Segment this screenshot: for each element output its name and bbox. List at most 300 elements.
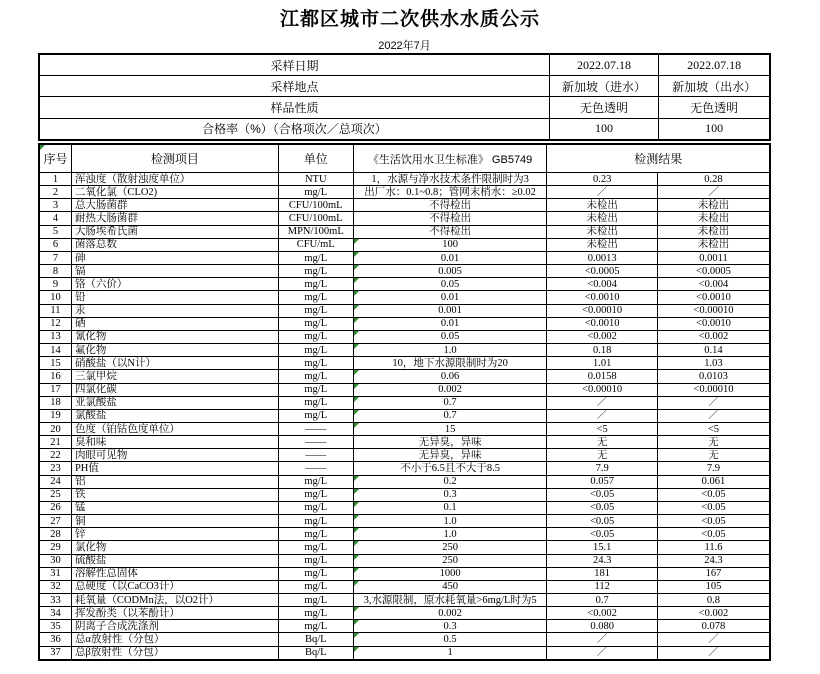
cell-result-2: 11.6 bbox=[657, 541, 770, 554]
cell-result-2: 未检出 bbox=[657, 238, 770, 251]
cell-result-1: 0.7 bbox=[547, 594, 658, 607]
excel-flag-icon bbox=[354, 581, 359, 586]
cell-result-1: 0.080 bbox=[547, 620, 658, 633]
table-row bbox=[39, 501, 770, 514]
cell-unit: mg/L bbox=[278, 409, 353, 422]
cell-no: 5 bbox=[39, 225, 71, 238]
cell-standard-text: 0.05 bbox=[440, 278, 460, 290]
cell-standard bbox=[353, 580, 547, 593]
cell-item: 铝 bbox=[71, 475, 278, 488]
table-row bbox=[39, 554, 770, 567]
cell-result-2: ／ bbox=[657, 646, 770, 660]
cell-standard: 1，水源与净水技术条件限制时为3 bbox=[353, 173, 547, 186]
cell-item: 总β放射性（分包） bbox=[71, 646, 278, 660]
cell-result-1: 未检出 bbox=[547, 238, 658, 251]
cell-result-1: <0.00010 bbox=[547, 383, 658, 396]
cell-item: 肉眼可见物 bbox=[71, 449, 278, 462]
header-unit: 单位 bbox=[278, 144, 353, 173]
cell-standard bbox=[353, 422, 547, 435]
cell-standard bbox=[353, 383, 547, 396]
cell-no: 28 bbox=[39, 528, 71, 541]
excel-flag-icon bbox=[354, 647, 359, 652]
cell-no: 33 bbox=[39, 594, 71, 607]
cell-item: 大肠埃希氏菌 bbox=[71, 225, 278, 238]
cell-result-1: <0.05 bbox=[547, 501, 658, 514]
cell-result-1: 7.9 bbox=[547, 462, 658, 475]
cell-result-2: 1.03 bbox=[657, 357, 770, 370]
excel-flag-icon bbox=[354, 397, 359, 402]
cell-item: 菌落总数 bbox=[71, 238, 278, 251]
cell-result-2: <0.0010 bbox=[657, 317, 770, 330]
cell-standard-text: 0.1 bbox=[443, 502, 457, 514]
cell-standard-text: 0.002 bbox=[438, 384, 462, 396]
table-row bbox=[39, 515, 770, 528]
table-row bbox=[39, 199, 770, 212]
cell-result-2: <0.002 bbox=[657, 330, 770, 343]
cell-standard bbox=[353, 515, 547, 528]
info-label: 采样日期 bbox=[39, 54, 549, 76]
cell-item: 硒 bbox=[71, 317, 278, 330]
cell-result-2: 24.3 bbox=[657, 554, 770, 567]
cell-unit: —— bbox=[278, 422, 353, 435]
excel-flag-icon bbox=[354, 384, 359, 389]
cell-no: 37 bbox=[39, 646, 71, 660]
cell-no: 29 bbox=[39, 541, 71, 554]
cell-no: 24 bbox=[39, 475, 71, 488]
info-row bbox=[39, 54, 770, 76]
info-row bbox=[39, 118, 770, 140]
cell-no: 36 bbox=[39, 633, 71, 646]
cell-item: 氯酸盐 bbox=[71, 409, 278, 422]
table-row bbox=[39, 396, 770, 409]
cell-item: 氯化物 bbox=[71, 541, 278, 554]
info-row bbox=[39, 97, 770, 118]
cell-result-1: 15.1 bbox=[547, 541, 658, 554]
cell-result-1: 无 bbox=[547, 436, 658, 449]
cell-standard bbox=[353, 554, 547, 567]
cell-standard-text: 15 bbox=[444, 423, 456, 435]
table-row bbox=[39, 594, 770, 607]
cell-item: 二氧化氯（CLO2) bbox=[71, 186, 278, 199]
cell-standard: 不小于6.5且不大于8.5 bbox=[353, 462, 547, 475]
cell-standard bbox=[353, 317, 547, 330]
cell-result-2: 无 bbox=[657, 436, 770, 449]
cell-no: 12 bbox=[39, 317, 71, 330]
header-no: 序号 bbox=[39, 144, 71, 173]
cell-unit: mg/L bbox=[278, 370, 353, 383]
cell-unit: CFU/100mL bbox=[278, 212, 353, 225]
table-row bbox=[39, 620, 770, 633]
excel-flag-icon bbox=[354, 265, 359, 270]
cell-result-2: 105 bbox=[657, 580, 770, 593]
cell-no: 4 bbox=[39, 212, 71, 225]
cell-item: 挥发酚类（以苯酚计） bbox=[71, 607, 278, 620]
table-row bbox=[39, 357, 770, 370]
table-row bbox=[39, 567, 770, 580]
cell-result-2: <0.004 bbox=[657, 278, 770, 291]
cell-standard-text: 0.002 bbox=[438, 607, 462, 619]
cell-unit: mg/L bbox=[278, 330, 353, 343]
cell-standard bbox=[353, 488, 547, 501]
cell-standard-text: 1.0 bbox=[443, 515, 457, 527]
cell-no: 25 bbox=[39, 488, 71, 501]
cell-unit: mg/L bbox=[278, 265, 353, 278]
cell-standard bbox=[353, 541, 547, 554]
cell-standard: 10，地下水源限制时为20 bbox=[353, 357, 547, 370]
excel-flag-icon bbox=[354, 568, 359, 573]
table-row bbox=[39, 330, 770, 343]
cell-unit: mg/L bbox=[278, 594, 353, 607]
cell-standard-text: 1.0 bbox=[443, 344, 457, 356]
cell-result-1: <0.05 bbox=[547, 528, 658, 541]
excel-flag-icon bbox=[354, 410, 359, 415]
cell-item: 锰 bbox=[71, 501, 278, 514]
table-row bbox=[39, 251, 770, 264]
cell-standard bbox=[353, 291, 547, 304]
cell-result-1: <0.0010 bbox=[547, 317, 658, 330]
cell-item: 硝酸盐（以N计） bbox=[71, 357, 278, 370]
cell-no: 3 bbox=[39, 199, 71, 212]
excel-flag-icon bbox=[354, 515, 359, 520]
cell-result-2: <0.00010 bbox=[657, 383, 770, 396]
cell-standard-text: 0.001 bbox=[438, 305, 462, 317]
cell-standard: 3,水源限制，原水耗氧量>6mg/L时为5 bbox=[353, 594, 547, 607]
cell-unit: mg/L bbox=[278, 475, 353, 488]
cell-result-1: ／ bbox=[547, 396, 658, 409]
cell-unit: CFU/100mL bbox=[278, 199, 353, 212]
cell-result-1: <0.05 bbox=[547, 515, 658, 528]
cell-no: 21 bbox=[39, 436, 71, 449]
cell-result-2: <0.0010 bbox=[657, 291, 770, 304]
cell-result-1: 未检出 bbox=[547, 225, 658, 238]
cell-unit: mg/L bbox=[278, 396, 353, 409]
info-value-2: 2022.07.18 bbox=[659, 54, 770, 76]
excel-flag-icon bbox=[354, 291, 359, 296]
cell-result-2: 0.14 bbox=[657, 344, 770, 357]
excel-flag-icon bbox=[354, 278, 359, 283]
cell-item: 镉 bbox=[71, 265, 278, 278]
excel-flag-icon bbox=[354, 344, 359, 349]
excel-flag-icon bbox=[354, 476, 359, 481]
cell-result-2: <0.0005 bbox=[657, 265, 770, 278]
cell-standard-text: 1.0 bbox=[443, 528, 457, 540]
cell-item: PH值 bbox=[71, 462, 278, 475]
cell-item: 硫酸盐 bbox=[71, 554, 278, 567]
cell-item: 臭和味 bbox=[71, 436, 278, 449]
cell-result-2: ／ bbox=[657, 633, 770, 646]
cell-standard: 无异臭，异味 bbox=[353, 436, 547, 449]
cell-no: 2 bbox=[39, 186, 71, 199]
cell-standard bbox=[353, 646, 547, 660]
main-table-header-row bbox=[39, 144, 770, 173]
cell-standard bbox=[353, 304, 547, 317]
cell-no: 19 bbox=[39, 409, 71, 422]
excel-flag-icon bbox=[354, 318, 359, 323]
table-row bbox=[39, 212, 770, 225]
info-value-2: 无色透明 bbox=[659, 97, 770, 118]
table-row bbox=[39, 186, 770, 199]
cell-no: 14 bbox=[39, 344, 71, 357]
table-row bbox=[39, 291, 770, 304]
cell-unit: mg/L bbox=[278, 580, 353, 593]
cell-standard: 无异臭，异味 bbox=[353, 449, 547, 462]
cell-result-2: ／ bbox=[657, 186, 770, 199]
cell-result-1: <0.0010 bbox=[547, 291, 658, 304]
cell-result-2: 0.0103 bbox=[657, 370, 770, 383]
cell-item: 阴离子合成洗涤剂 bbox=[71, 620, 278, 633]
cell-no: 10 bbox=[39, 291, 71, 304]
cell-standard-text: 0.7 bbox=[443, 397, 457, 409]
cell-standard-text: 0.01 bbox=[440, 291, 460, 303]
cell-unit: Bq/L bbox=[278, 646, 353, 660]
cell-unit: mg/L bbox=[278, 344, 353, 357]
cell-result-1: <0.004 bbox=[547, 278, 658, 291]
cell-item: 三氯甲烷 bbox=[71, 370, 278, 383]
cell-result-2: ／ bbox=[657, 396, 770, 409]
cell-result-1: <0.00010 bbox=[547, 304, 658, 317]
table-row bbox=[39, 304, 770, 317]
sampling-info-table bbox=[38, 53, 771, 141]
info-label: 采样地点 bbox=[39, 76, 549, 97]
cell-result-2: 0.0011 bbox=[657, 251, 770, 264]
table-row bbox=[39, 475, 770, 488]
cell-item: 铁 bbox=[71, 488, 278, 501]
cell-item: 总α放射性（分包） bbox=[71, 633, 278, 646]
cell-standard-text: 1000 bbox=[439, 568, 461, 580]
cell-item: 锌 bbox=[71, 528, 278, 541]
cell-unit: mg/L bbox=[278, 515, 353, 528]
table-row bbox=[39, 580, 770, 593]
cell-unit: CFU/mL bbox=[278, 238, 353, 251]
excel-flag-icon bbox=[354, 305, 359, 310]
cell-result-2: 0.8 bbox=[657, 594, 770, 607]
cell-result-2: 未检出 bbox=[657, 212, 770, 225]
cell-result-1: 0.057 bbox=[547, 475, 658, 488]
table-row bbox=[39, 449, 770, 462]
cell-standard-text: 0.005 bbox=[438, 265, 462, 277]
cell-result-1: 0.0158 bbox=[547, 370, 658, 383]
cell-item: 亚氯酸盐 bbox=[71, 396, 278, 409]
cell-standard-text: 250 bbox=[442, 541, 458, 553]
cell-result-1: <0.002 bbox=[547, 330, 658, 343]
cell-result-1: ／ bbox=[547, 646, 658, 660]
cell-unit: mg/L bbox=[278, 304, 353, 317]
cell-item: 铜 bbox=[71, 515, 278, 528]
table-row bbox=[39, 225, 770, 238]
cell-unit: Bq/L bbox=[278, 633, 353, 646]
cell-no: 31 bbox=[39, 567, 71, 580]
cell-standard: 出厂水：0.1~0.8；管网末梢水：≥0.02 bbox=[353, 186, 547, 199]
info-label: 样品性质 bbox=[39, 97, 549, 118]
cell-result-1: <5 bbox=[547, 422, 658, 435]
cell-result-2: <0.05 bbox=[657, 528, 770, 541]
cell-result-2: 未检出 bbox=[657, 199, 770, 212]
cell-no: 13 bbox=[39, 330, 71, 343]
excel-flag-icon bbox=[40, 145, 45, 150]
cell-item: 耗氧量（CODMn法，以O2计） bbox=[71, 594, 278, 607]
cell-item: 氰化物 bbox=[71, 330, 278, 343]
cell-no: 1 bbox=[39, 173, 71, 186]
cell-unit: mg/L bbox=[278, 251, 353, 264]
cell-item: 耐热大肠菌群 bbox=[71, 212, 278, 225]
cell-no: 23 bbox=[39, 462, 71, 475]
cell-item: 总硬度（以CaCO3计） bbox=[71, 580, 278, 593]
info-value-1: 2022.07.18 bbox=[549, 54, 658, 76]
cell-standard-text: 0.01 bbox=[440, 252, 460, 264]
cell-standard-text: 0.2 bbox=[443, 476, 457, 488]
cell-standard bbox=[353, 501, 547, 514]
cell-no: 35 bbox=[39, 620, 71, 633]
cell-result-1: 1.01 bbox=[547, 357, 658, 370]
cell-standard bbox=[353, 278, 547, 291]
excel-flag-icon bbox=[354, 633, 359, 638]
cell-result-1: 无 bbox=[547, 449, 658, 462]
cell-result-1: 未检出 bbox=[547, 212, 658, 225]
cell-item: 色度（铂钴色度单位） bbox=[71, 422, 278, 435]
cell-unit: mg/L bbox=[278, 528, 353, 541]
cell-no: 16 bbox=[39, 370, 71, 383]
excel-flag-icon bbox=[354, 541, 359, 546]
excel-flag-icon bbox=[354, 370, 359, 375]
cell-result-2: 7.9 bbox=[657, 462, 770, 475]
cell-result-2: 无 bbox=[657, 449, 770, 462]
cell-unit: —— bbox=[278, 462, 353, 475]
cell-unit: mg/L bbox=[278, 278, 353, 291]
cell-result-2: 0.078 bbox=[657, 620, 770, 633]
header-result: 检测结果 bbox=[547, 144, 770, 173]
cell-standard bbox=[353, 396, 547, 409]
excel-flag-icon bbox=[354, 502, 359, 507]
table-row bbox=[39, 344, 770, 357]
cell-result-2: <0.00010 bbox=[657, 304, 770, 317]
cell-result-1: ／ bbox=[547, 633, 658, 646]
cell-item: 总大肠菌群 bbox=[71, 199, 278, 212]
excel-flag-icon bbox=[354, 239, 359, 244]
cell-standard bbox=[353, 528, 547, 541]
cell-result-1: 0.18 bbox=[547, 344, 658, 357]
cell-standard-text: 0.3 bbox=[443, 489, 457, 501]
cell-no: 7 bbox=[39, 251, 71, 264]
table-row bbox=[39, 265, 770, 278]
cell-unit: mg/L bbox=[278, 501, 353, 514]
excel-flag-icon bbox=[354, 423, 359, 428]
table-row bbox=[39, 436, 770, 449]
table-row bbox=[39, 238, 770, 251]
cell-unit: mg/L bbox=[278, 488, 353, 501]
cell-standard bbox=[353, 251, 547, 264]
excel-flag-icon bbox=[354, 607, 359, 612]
info-value-2: 新加坡（出水） bbox=[659, 76, 770, 97]
cell-unit: mg/L bbox=[278, 567, 353, 580]
cell-no: 27 bbox=[39, 515, 71, 528]
cell-no: 26 bbox=[39, 501, 71, 514]
cell-no: 34 bbox=[39, 607, 71, 620]
info-label: 合格率（%）（合格项次／总项次） bbox=[39, 118, 549, 140]
table-row bbox=[39, 541, 770, 554]
cell-unit: mg/L bbox=[278, 291, 353, 304]
excel-flag-icon bbox=[354, 620, 359, 625]
page-title: 江都区城市二次供水水质公示 bbox=[279, 9, 540, 30]
cell-result-1: 未检出 bbox=[547, 199, 658, 212]
cell-result-1: 24.3 bbox=[547, 554, 658, 567]
cell-no: 20 bbox=[39, 422, 71, 435]
test-results-table bbox=[38, 143, 771, 661]
cell-result-1: ／ bbox=[547, 186, 658, 199]
cell-item: 砷 bbox=[71, 251, 278, 264]
table-row bbox=[39, 278, 770, 291]
cell-unit: mg/L bbox=[278, 357, 353, 370]
cell-standard-text: 0.5 bbox=[443, 634, 457, 646]
cell-no: 6 bbox=[39, 238, 71, 251]
cell-result-2: <0.002 bbox=[657, 607, 770, 620]
cell-unit: mg/L bbox=[278, 607, 353, 620]
info-value-1: 新加坡（进水） bbox=[549, 76, 658, 97]
cell-result-1: ／ bbox=[547, 409, 658, 422]
cell-standard-text: 1 bbox=[447, 647, 453, 659]
excel-flag-icon bbox=[354, 331, 359, 336]
cell-unit: mg/L bbox=[278, 383, 353, 396]
table-row bbox=[39, 488, 770, 501]
cell-result-2: 0.061 bbox=[657, 475, 770, 488]
cell-standard bbox=[353, 330, 547, 343]
cell-item: 汞 bbox=[71, 304, 278, 317]
cell-standard bbox=[353, 633, 547, 646]
table-row bbox=[39, 528, 770, 541]
cell-standard bbox=[353, 409, 547, 422]
table-row bbox=[39, 383, 770, 396]
cell-standard-text: 100 bbox=[442, 239, 458, 251]
cell-result-2: <5 bbox=[657, 422, 770, 435]
cell-no: 9 bbox=[39, 278, 71, 291]
page-subtitle: 2022年7月 bbox=[378, 40, 431, 52]
info-value-1: 无色透明 bbox=[549, 97, 658, 118]
cell-result-1: 181 bbox=[547, 567, 658, 580]
cell-unit: mg/L bbox=[278, 186, 353, 199]
table-row bbox=[39, 173, 770, 186]
cell-standard bbox=[353, 344, 547, 357]
cell-item: 浑浊度（散射浊度单位） bbox=[71, 173, 278, 186]
cell-result-1: 0.23 bbox=[547, 173, 658, 186]
table-row bbox=[39, 422, 770, 435]
table-row bbox=[39, 462, 770, 475]
cell-result-1: 112 bbox=[547, 580, 658, 593]
cell-no: 22 bbox=[39, 449, 71, 462]
cell-no: 15 bbox=[39, 357, 71, 370]
cell-item: 氟化物 bbox=[71, 344, 278, 357]
header-item: 检测项目 bbox=[71, 144, 278, 173]
cell-standard-text: 450 bbox=[442, 581, 458, 593]
cell-item: 四氯化碳 bbox=[71, 383, 278, 396]
cell-item: 铅 bbox=[71, 291, 278, 304]
excel-flag-icon bbox=[354, 252, 359, 257]
cell-result-2: <0.05 bbox=[657, 515, 770, 528]
cell-unit: mg/L bbox=[278, 317, 353, 330]
cell-standard bbox=[353, 265, 547, 278]
cell-unit: —— bbox=[278, 436, 353, 449]
cell-no: 32 bbox=[39, 580, 71, 593]
cell-standard bbox=[353, 475, 547, 488]
cell-no: 30 bbox=[39, 554, 71, 567]
cell-standard-text: 0.01 bbox=[440, 318, 460, 330]
cell-no: 18 bbox=[39, 396, 71, 409]
cell-item: 溶解性总固体 bbox=[71, 567, 278, 580]
cell-result-2: <0.05 bbox=[657, 488, 770, 501]
cell-result-2: 0.28 bbox=[657, 173, 770, 186]
cell-unit: MPN/100mL bbox=[278, 225, 353, 238]
cell-no: 17 bbox=[39, 383, 71, 396]
cell-result-2: <0.05 bbox=[657, 501, 770, 514]
cell-result-1: <0.05 bbox=[547, 488, 658, 501]
